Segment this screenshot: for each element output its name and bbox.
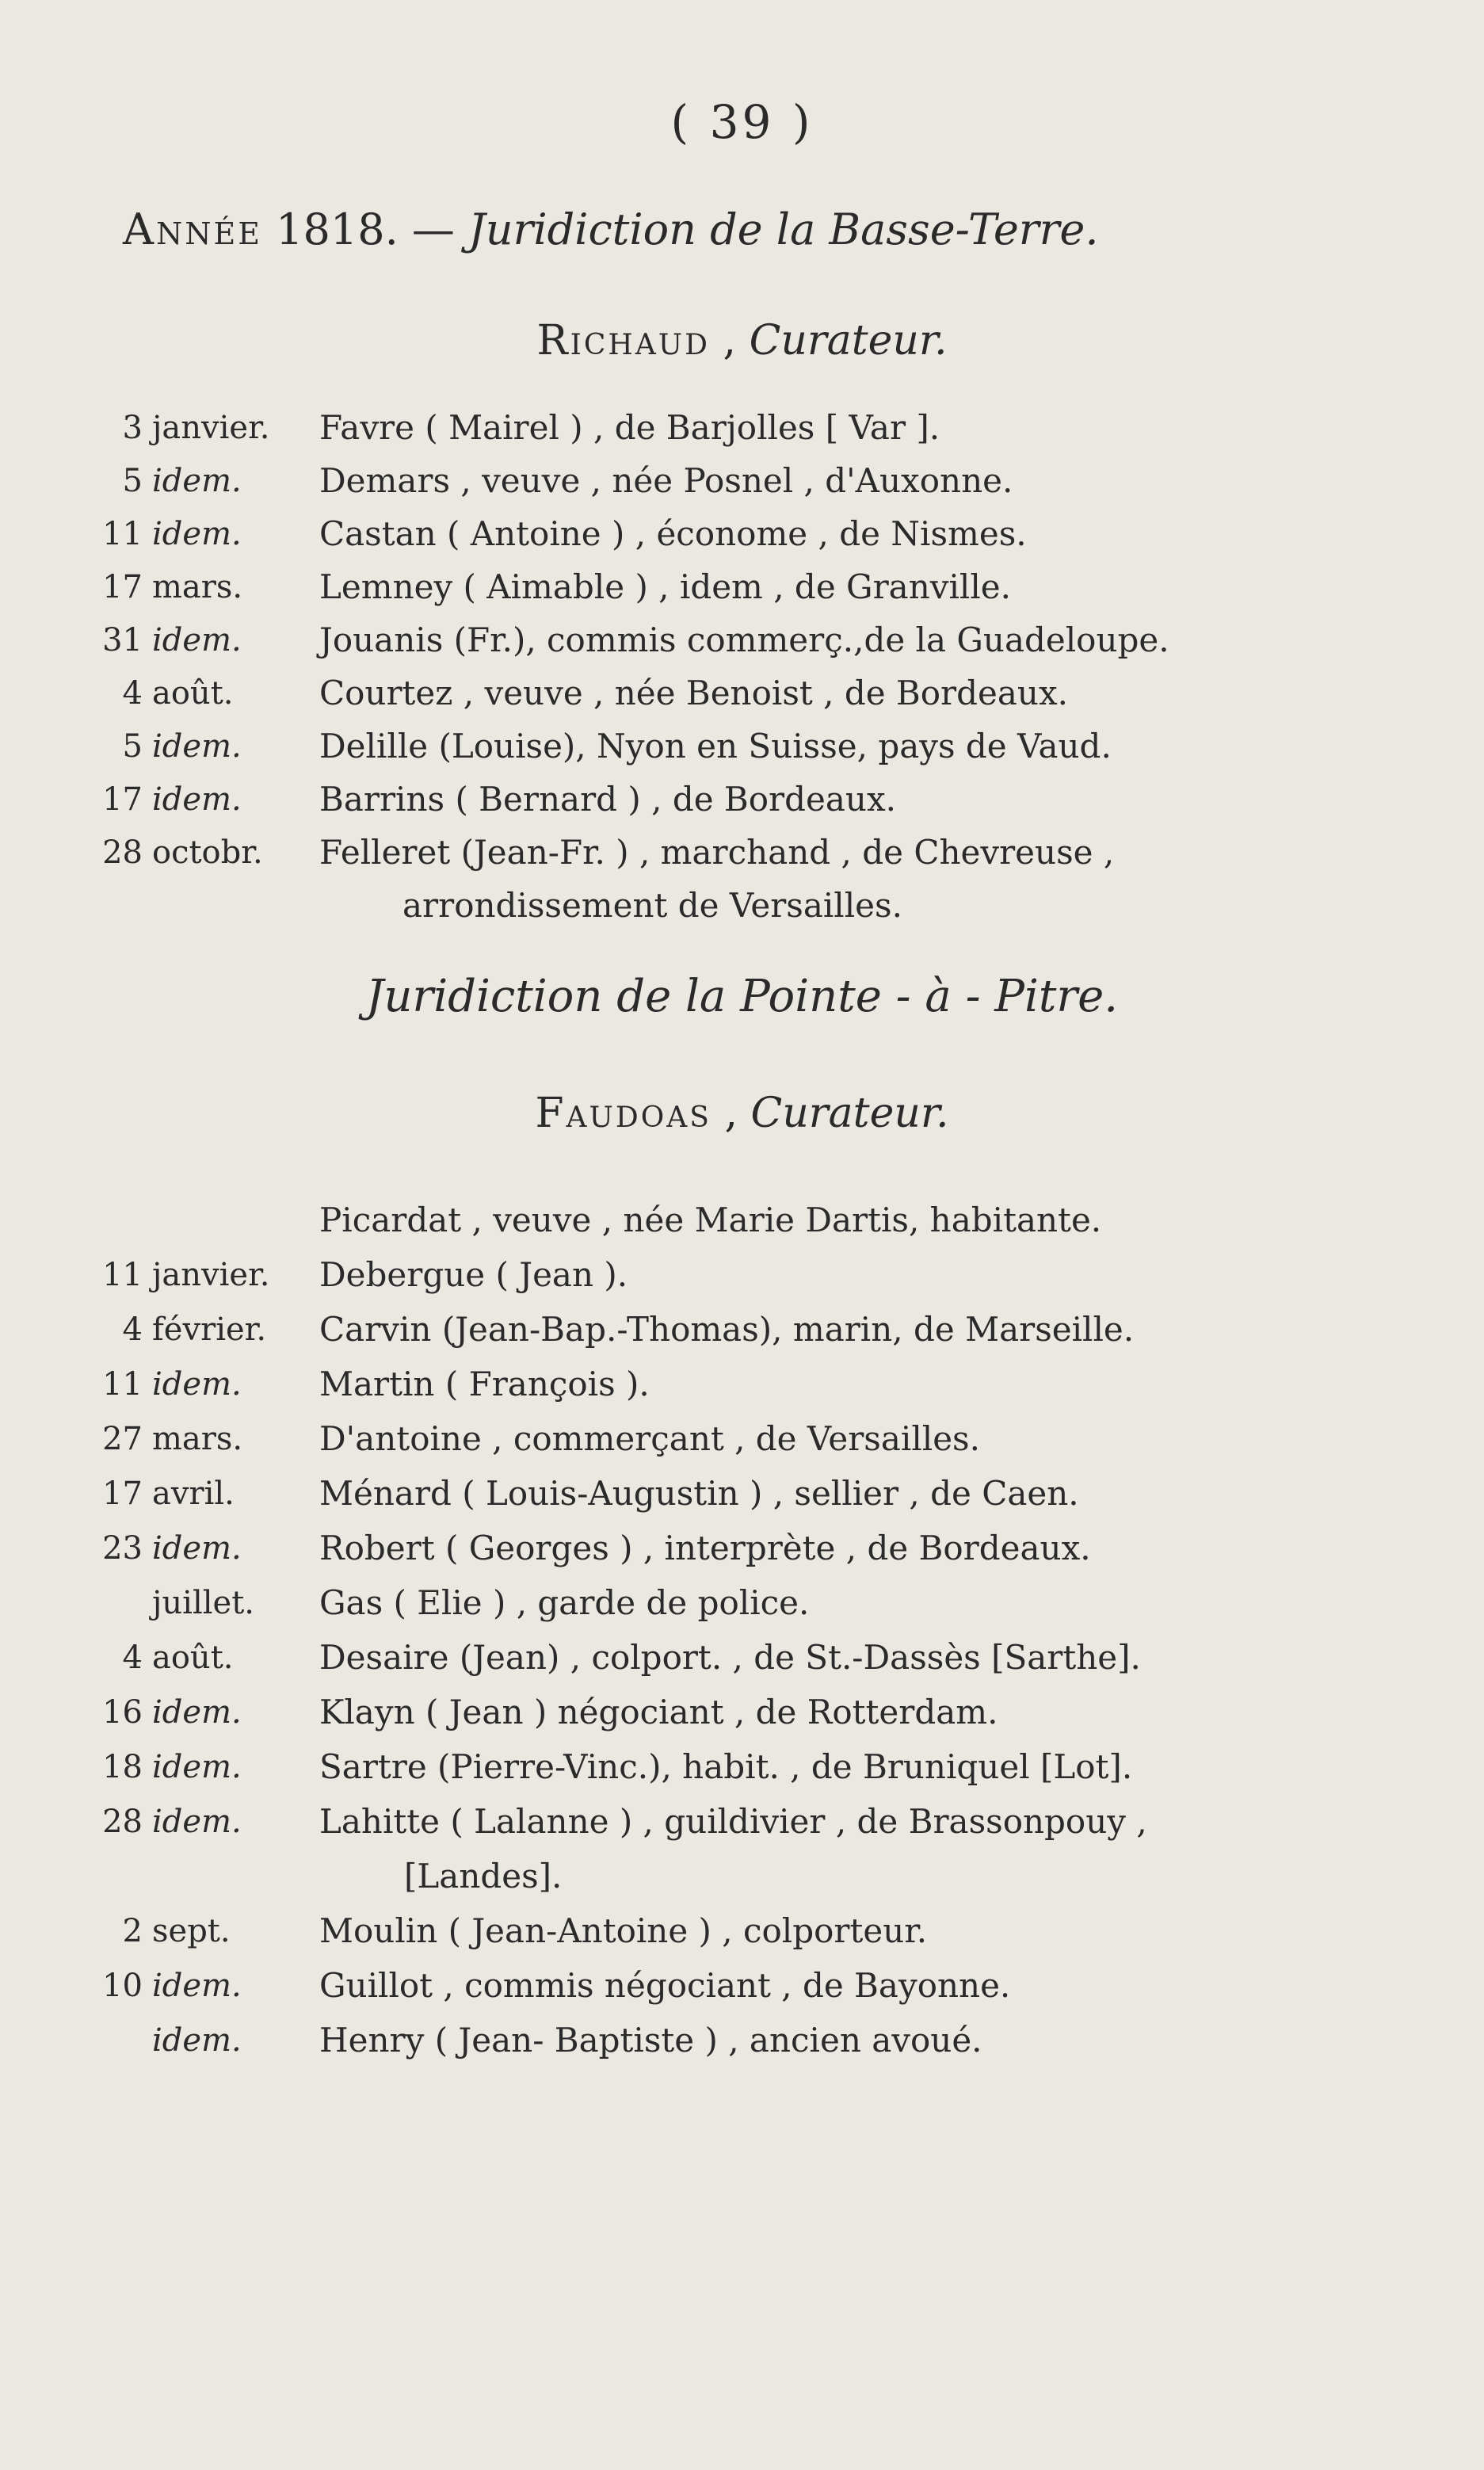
entry-date	[95, 829, 309, 876]
entry-month: juillet.	[152, 1585, 255, 1621]
curator-name: Faudoas	[535, 1090, 711, 1137]
entry-month: idem.	[152, 622, 242, 659]
list-item	[0, 2017, 1484, 2064]
entry-day: 16	[102, 1694, 143, 1731]
entry-text: Carvin (Jean-Bap.-Thomas), marin, de Marseille.	[319, 1310, 1135, 1349]
entry-day: 18	[102, 1749, 143, 1785]
entry-text: Jouanis (Fr.), commis commerç.,de la Guadeloupe.	[319, 620, 1169, 659]
entry-month: idem.	[152, 1530, 242, 1567]
list-item	[0, 1197, 1484, 1244]
entry-text: Debergue ( Jean ).	[319, 1255, 628, 1294]
list-item	[0, 1634, 1484, 1682]
entry-text: Desaire (Jean) , colport. , de St.-Dassès [Sarthe].	[319, 1638, 1141, 1677]
curator-heading-richaud	[0, 317, 1484, 365]
entry-day: 5	[122, 463, 143, 499]
entry-text: Gas ( Elie ) , garde de police.	[319, 1583, 810, 1622]
entry-day: 11	[102, 1366, 143, 1403]
entry-text: Barrins ( Bernard ) , de Bordeaux.	[319, 780, 897, 819]
entry-month: idem.	[152, 781, 242, 818]
entry-month: août.	[152, 1640, 234, 1676]
entry-month: idem.	[152, 1749, 242, 1785]
entry-day: 17	[102, 781, 143, 818]
list-item	[0, 457, 1484, 505]
list-item	[0, 1306, 1484, 1353]
entry-date	[95, 776, 309, 823]
entry-continuation: [Landes].	[404, 1857, 563, 1895]
list-item	[0, 1689, 1484, 1736]
heading-year: 1818.	[276, 204, 399, 254]
entry-month: avril.	[152, 1476, 235, 1512]
entry-day: 23	[102, 1530, 143, 1567]
entry-month: idem.	[152, 516, 242, 552]
entry-date	[95, 1907, 309, 1955]
entry-text: D'antoine , commerçant , de Versailles.	[319, 1419, 980, 1458]
entry-date	[95, 510, 309, 558]
list-item	[0, 1907, 1484, 1955]
entry-continuation: arrondissement de Versailles.	[402, 886, 902, 925]
list-item	[0, 829, 1484, 876]
entry-month: sept.	[152, 1913, 231, 1949]
entry-date	[95, 563, 309, 611]
list-item	[0, 1415, 1484, 1463]
list-item	[0, 1962, 1484, 2010]
entry-month: idem.	[152, 2022, 242, 2059]
entry-text: Moulin ( Jean-Antoine ) , colporteur.	[319, 1911, 928, 1950]
entry-text: Guillot , commis négociant , de Bayonne.	[319, 1966, 1011, 2005]
entry-date	[95, 1197, 309, 1244]
entry-day: 10	[102, 1968, 143, 2004]
page-heading	[123, 204, 1099, 254]
list-item-continuation	[0, 882, 1484, 930]
entry-date	[95, 617, 309, 664]
entry-day: 11	[102, 516, 143, 552]
list-item	[0, 1743, 1484, 1791]
entry-date	[95, 1415, 309, 1463]
list-item	[0, 617, 1484, 664]
heading-dash: —	[411, 204, 455, 254]
list-item	[0, 563, 1484, 611]
entry-date	[95, 1251, 309, 1299]
entry-date	[95, 1525, 309, 1572]
entry-date	[95, 1361, 309, 1408]
entry-day: 11	[102, 1257, 143, 1293]
entry-text: Courtez , veuve , née Benoist , de Bordeaux.	[319, 674, 1068, 712]
heading-jurisdiction: Juridiction de la Basse-Terre.	[468, 204, 1099, 254]
entry-date	[95, 1306, 309, 1353]
list-item	[0, 1798, 1484, 1846]
entry-month: octobr.	[152, 834, 263, 871]
entry-month: janvier.	[152, 410, 270, 446]
entry-day: 17	[102, 1476, 143, 1512]
entry-month: février.	[152, 1311, 267, 1348]
entry-date	[95, 404, 309, 452]
heading-year-label: Année	[123, 204, 262, 254]
list-item	[0, 510, 1484, 558]
entry-month: idem.	[152, 728, 242, 765]
entry-text: Martin ( François ).	[319, 1365, 650, 1403]
entry-day: 2	[122, 1913, 143, 1949]
entry-date	[95, 1634, 309, 1682]
entry-date	[95, 670, 309, 717]
entry-month: août.	[152, 675, 234, 712]
entry-text: Lahitte ( Lalanne ) , guildivier , de Brassonpouy ,	[319, 1802, 1147, 1841]
entry-month: idem.	[152, 1968, 242, 2004]
entry-month: idem.	[152, 1694, 242, 1731]
entry-text: Sartre (Pierre-Vinc.), habit. , de Bruniquel [Lot].	[319, 1747, 1133, 1786]
entry-day: 31	[102, 622, 143, 659]
entry-day: 17	[102, 569, 143, 605]
entry-month: mars.	[152, 1421, 243, 1457]
entry-text: Demars , veuve , née Posnel , d'Auxonne.	[319, 461, 1013, 500]
entry-day: 4	[122, 675, 143, 712]
entry-month: idem.	[152, 463, 242, 499]
entry-date	[95, 1798, 309, 1846]
entry-month: mars.	[152, 569, 243, 605]
entry-day: 5	[122, 728, 143, 765]
list-item	[0, 723, 1484, 770]
entry-date	[95, 1579, 309, 1627]
entry-date	[95, 1743, 309, 1791]
entry-text: Felleret (Jean-Fr. ) , marchand , de Chevreuse ,	[319, 833, 1115, 872]
curator-heading-faudoas	[0, 1090, 1484, 1137]
entry-date	[95, 1962, 309, 2010]
entry-text: Henry ( Jean- Baptiste ) , ancien avoué.	[319, 2021, 982, 2060]
list-item	[0, 776, 1484, 823]
entry-text: Lemney ( Aimable ) , idem , de Granville.	[319, 567, 1011, 606]
entry-date	[95, 2017, 309, 2064]
entry-month: idem.	[152, 1366, 242, 1403]
entry-date	[95, 723, 309, 770]
list-item	[0, 1525, 1484, 1572]
list-item	[0, 670, 1484, 717]
entry-date	[95, 1689, 309, 1736]
page-number: ( 39 )	[670, 95, 814, 149]
entry-month: idem.	[152, 1804, 242, 1840]
curator-separator: ,	[723, 317, 737, 365]
entry-text: Klayn ( Jean ) négociant , de Rotterdam.	[319, 1693, 998, 1731]
entry-text: Picardat , veuve , née Marie Dartis, habitante.	[319, 1201, 1102, 1239]
entry-day: 3	[122, 410, 143, 446]
list-item	[0, 404, 1484, 452]
list-item	[0, 1361, 1484, 1408]
list-item	[0, 1251, 1484, 1299]
entry-date	[95, 1470, 309, 1518]
entry-month: janvier.	[152, 1257, 270, 1293]
curator-title: Curateur.	[749, 317, 948, 365]
entry-day: 28	[102, 1804, 143, 1840]
list-item-continuation	[0, 1853, 1484, 1900]
curator-separator: ,	[724, 1090, 738, 1137]
entry-day: 27	[102, 1421, 143, 1457]
entry-date	[95, 457, 309, 505]
entry-text: Castan ( Antoine ) , économe , de Nismes.	[319, 514, 1027, 553]
entry-text: Robert ( Georges ) , interprète , de Bordeaux.	[319, 1529, 1091, 1567]
entry-text: Delille (Louise), Nyon en Suisse, pays de Vaud.	[319, 727, 1112, 765]
curator-title: Curateur.	[750, 1090, 949, 1137]
list-item	[0, 1470, 1484, 1518]
list-item	[0, 1579, 1484, 1627]
jurisdiction-title-pointe-a-pitre: Juridiction de la Pointe - à - Pitre.	[365, 971, 1119, 1022]
curator-name: Richaud	[536, 317, 710, 365]
entry-day: 4	[122, 1640, 143, 1676]
entry-day: 4	[122, 1311, 143, 1348]
entry-text: Favre ( Mairel ) , de Barjolles [ Var ].	[319, 408, 940, 447]
entry-text: Ménard ( Louis-Augustin ) , sellier , de Caen.	[319, 1474, 1079, 1513]
entry-day: 28	[102, 834, 143, 871]
